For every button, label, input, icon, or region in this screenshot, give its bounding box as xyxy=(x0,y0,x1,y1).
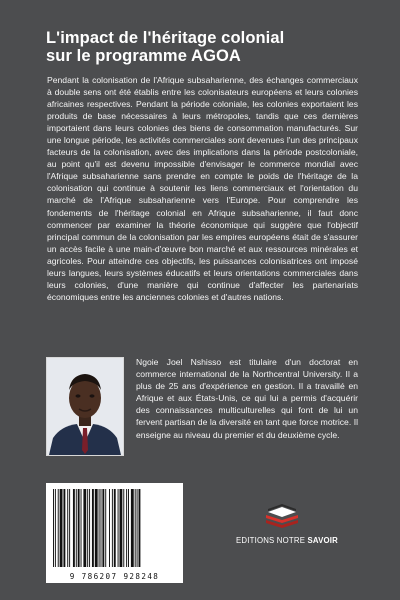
title-line-1: L'impact de l'héritage colonial xyxy=(46,29,285,47)
author-portrait-image xyxy=(47,358,123,455)
publisher-prefix: EDITIONS NOTRE xyxy=(236,536,306,545)
book-stack-icon xyxy=(262,499,302,529)
book-title xyxy=(46,29,366,65)
isbn-barcode xyxy=(46,483,183,583)
publisher-logo xyxy=(262,499,302,529)
back-cover-summary: Pendant la colonisation de l'Afrique subsaharienne, des échanges commerciaux à double sens ont été établis entre les colonisateurs européens et leurs colonies africaines respectives. Pendant la période coloniale, les colonies exportaient les produits de base nécessaires à leurs métropoles, tandis que ces dernières importaient dans leurs colonies des biens de consommation manufacturés. Sur une longue période, les activités commerciales sont devenues l'un des principaux facteurs de la colonisation, avec des implications dans la période postcoloniale, au point qu'il est devenu impossible d'envisager le commerce mondial avec l'Afrique subsaharienne sans prendre en compte le poids de l'héritage de la colonisation qui continue à soutenir les liens commerciaux et l'orientation du marché de l'Afrique subsaharienne vers l'Europe. Pour comprendre les fondements de l'héritage colonial en Afrique subsaharienne, il faut donc commencer par examiner la théorie économique qui suggère que l'objectif principal commun de la colonisation par les empires européens était de s'assurer un accès facile à une main-d'œuvre bon marché et aux ressources minérales et agricoles. Pour atteindre ces objectifs, les puissances colonisatrices ont imposé leurs langues, leurs systèmes éducatifs et leurs orientations commerciales dans leurs colonies, d'une manière qui continue d'affecter les partenariats économiques entre les anciennes colonies et d'autres nations. xyxy=(47,75,358,302)
author-photo xyxy=(46,357,124,456)
publisher-name xyxy=(232,536,342,545)
publisher-brand: SAVOIR xyxy=(307,536,338,545)
barcode-bars xyxy=(53,489,176,567)
isbn-number: 9 786207 928248 xyxy=(69,572,160,581)
title-line-2: sur le programme AGOA xyxy=(46,47,241,65)
author-bio: Ngoie Joel Nshisso est titulaire d'un doctorat en commerce international de la Northcentral University. Il a plus de 25 ans d'expérience en gestion. Il a travaillé en Afrique et aux États-Unis, ce qui lui a permis d'acquérir des connaissances multiculturelles qui font de lui un fervent partisan de la diversité en tant que force motrice. Il enseigne au niveau du premier et du deuxième cycle. xyxy=(136,357,358,440)
